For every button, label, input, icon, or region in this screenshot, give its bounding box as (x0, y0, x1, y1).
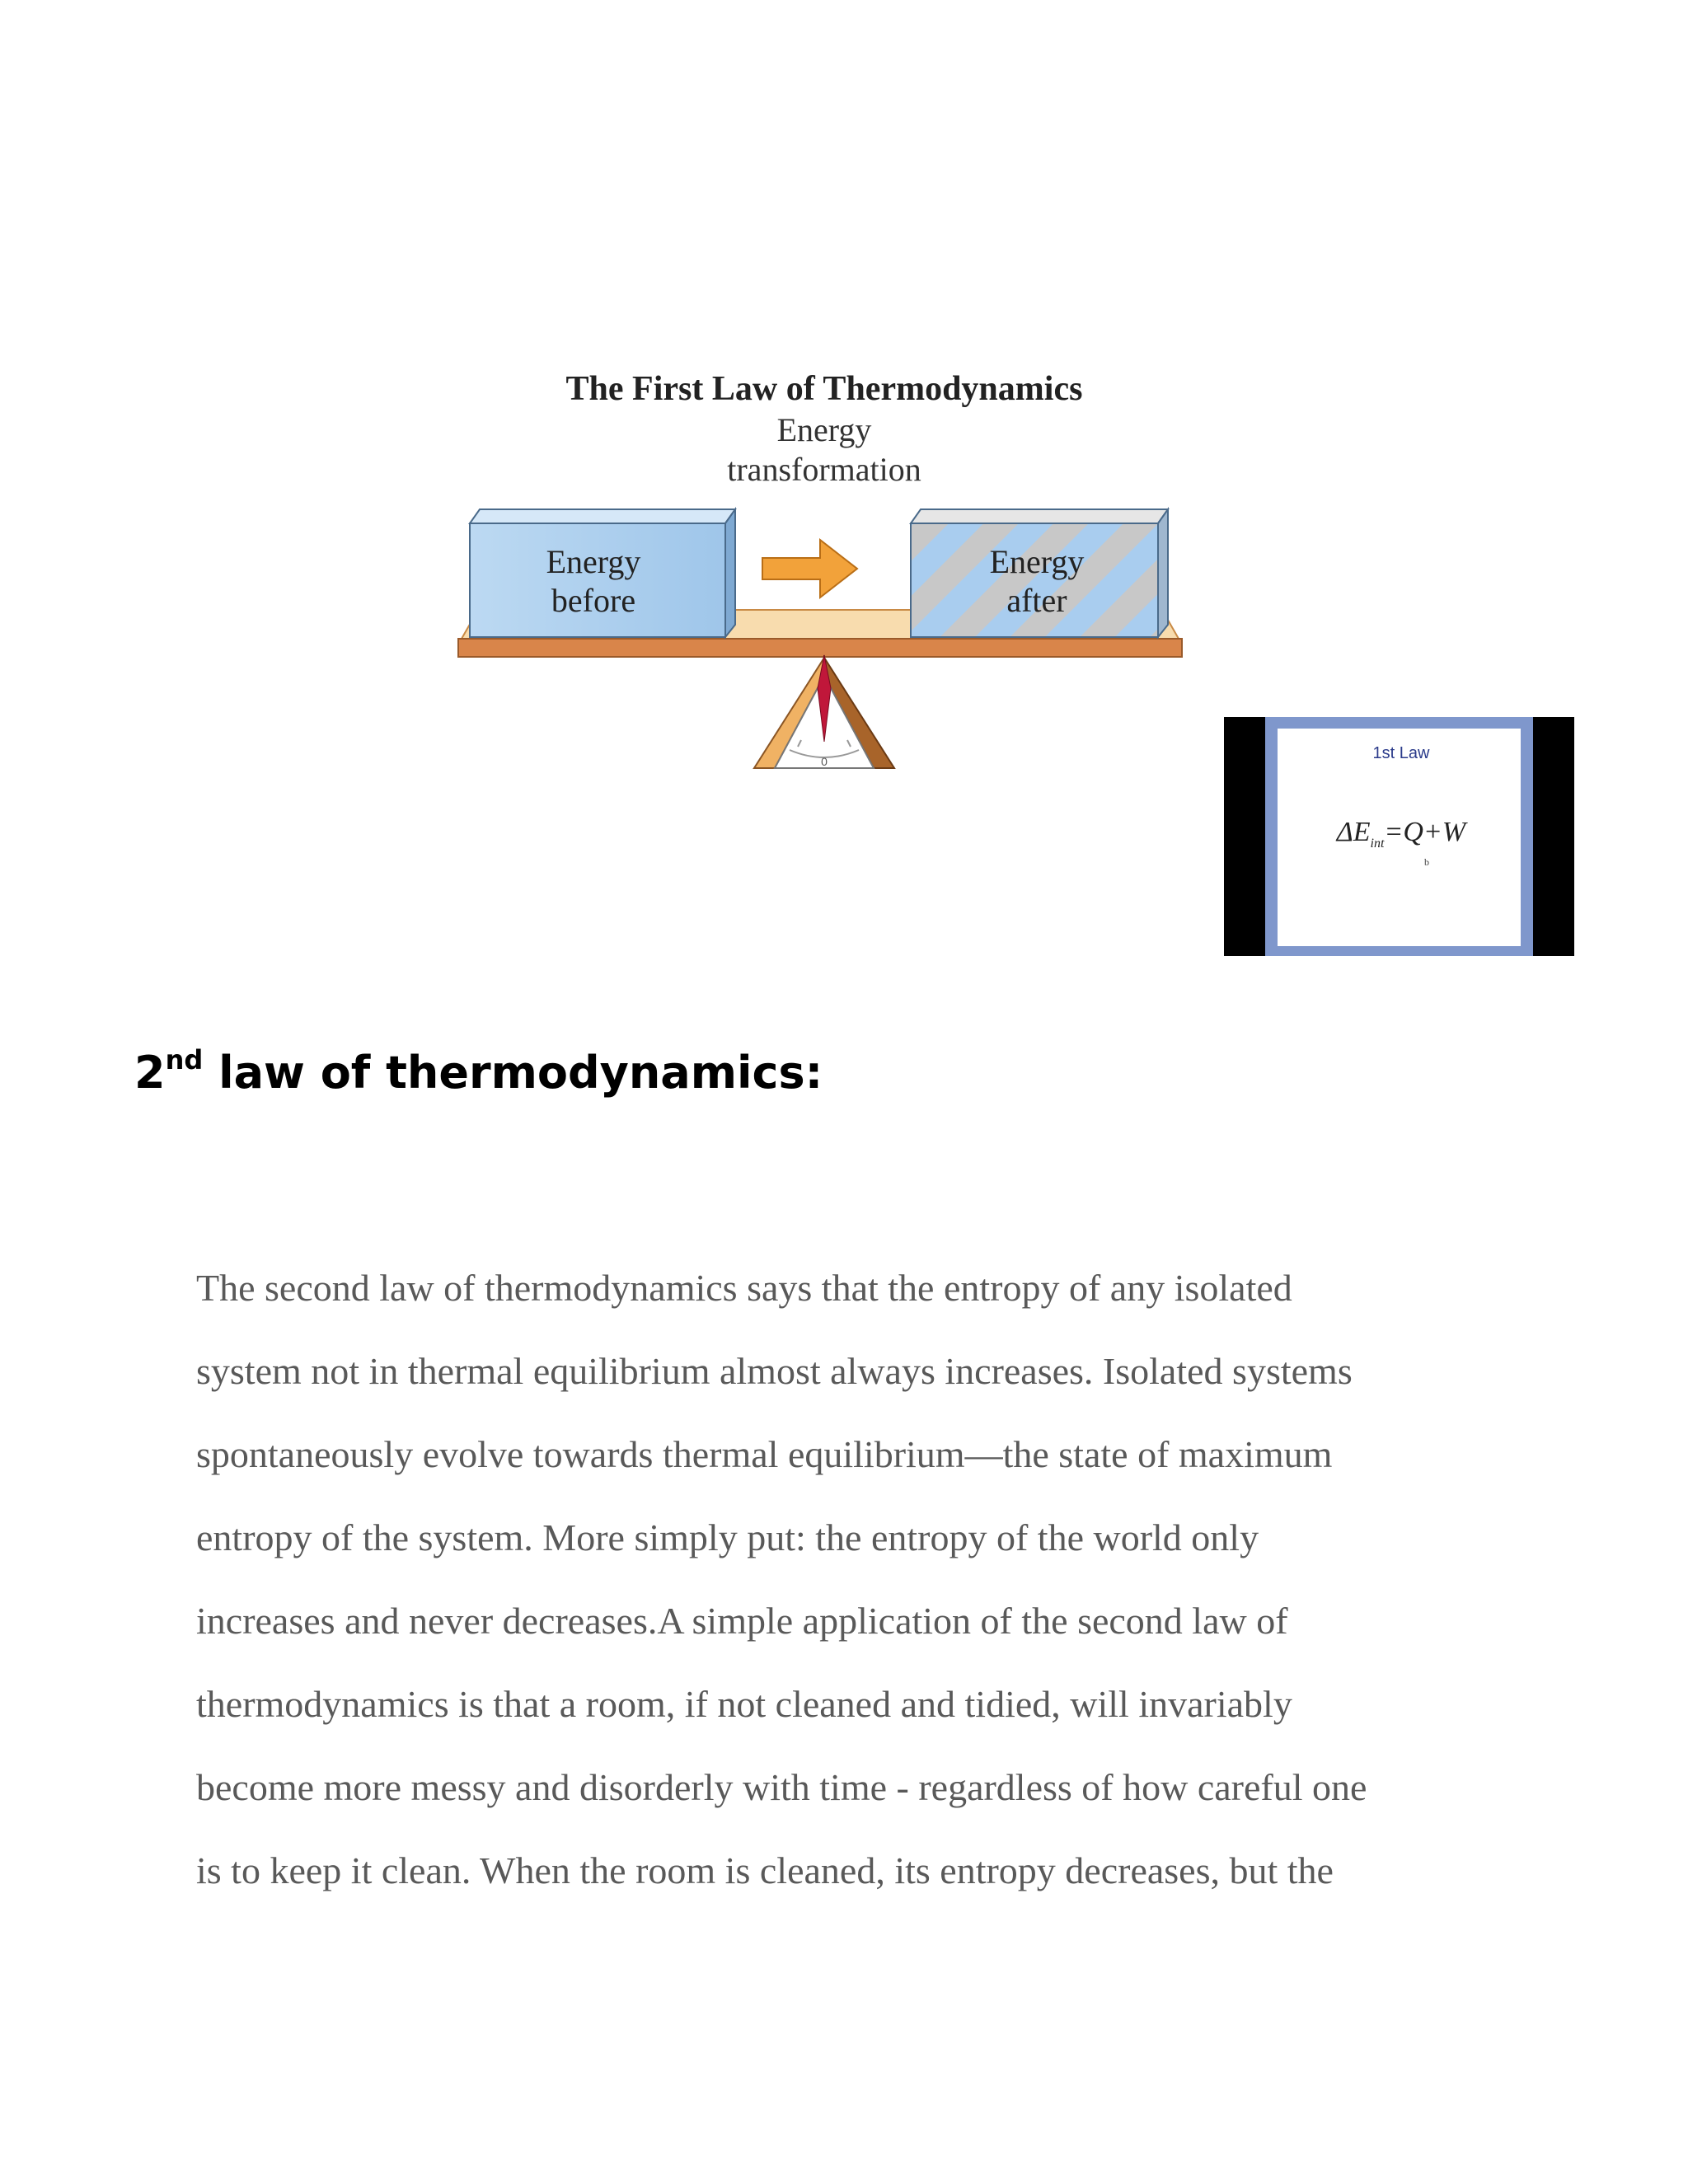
energy-before-box (470, 509, 735, 637)
section-heading (134, 1044, 823, 1100)
heading-ordinal-suffix: nd (165, 1044, 204, 1076)
first-law-illustration (445, 363, 1203, 791)
energy-before-line2: before (551, 582, 636, 619)
thumbnail-title: 1st Law (1372, 744, 1430, 762)
body-paragraph (196, 1259, 1482, 1925)
heading-number: 2 (134, 1047, 166, 1099)
heading-text: law of thermodynamics: (203, 1047, 823, 1099)
energy-after-line1: Energy (989, 543, 1085, 580)
paragraph-line: entropy of the system. More simply put: the entropy of the world only (196, 1516, 1259, 1558)
energy-after-box (911, 509, 1168, 637)
seesaw-plank (458, 639, 1182, 657)
thumbnail-equation-subscript: b (1424, 856, 1429, 868)
first-law-equation-thumbnail (1224, 717, 1574, 956)
figure-title: The First Law of Thermodynamics (565, 370, 1083, 408)
paragraph-line: thermodynamics is that a room, if not cleaned and tidied, will invariably (196, 1683, 1292, 1725)
figure-subtitle-line1: Energy (776, 411, 872, 448)
paragraph-line: spontaneously evolve towards thermal equilibrium—the state of maximum (196, 1433, 1333, 1475)
paragraph-line: system not in thermal equilibrium almost always increases. Isolated systems (196, 1350, 1353, 1392)
paragraph-line: The second law of thermodynamics says that the entropy of any isolated (196, 1267, 1292, 1309)
energy-after-line2: after (1006, 582, 1067, 619)
energy-before-line1: Energy (546, 543, 641, 580)
paragraph-line: is to keep it clean. When the room is cleaned, its entropy decreases, but the (196, 1849, 1334, 1891)
transformation-arrow (762, 540, 857, 598)
figure-subtitle-line2: transformation (727, 451, 921, 488)
paragraph-line: increases and never decreases.A simple application of the second law of (196, 1600, 1288, 1642)
seesaw-fulcrum (754, 655, 894, 768)
gauge-zero-label: 0 (821, 755, 828, 768)
thumbnail-equation: $\Delta E_{int}=Q+W$ (1336, 817, 1466, 851)
paragraph-line: become more messy and disorderly with time - regardless of how careful one (196, 1766, 1367, 1808)
